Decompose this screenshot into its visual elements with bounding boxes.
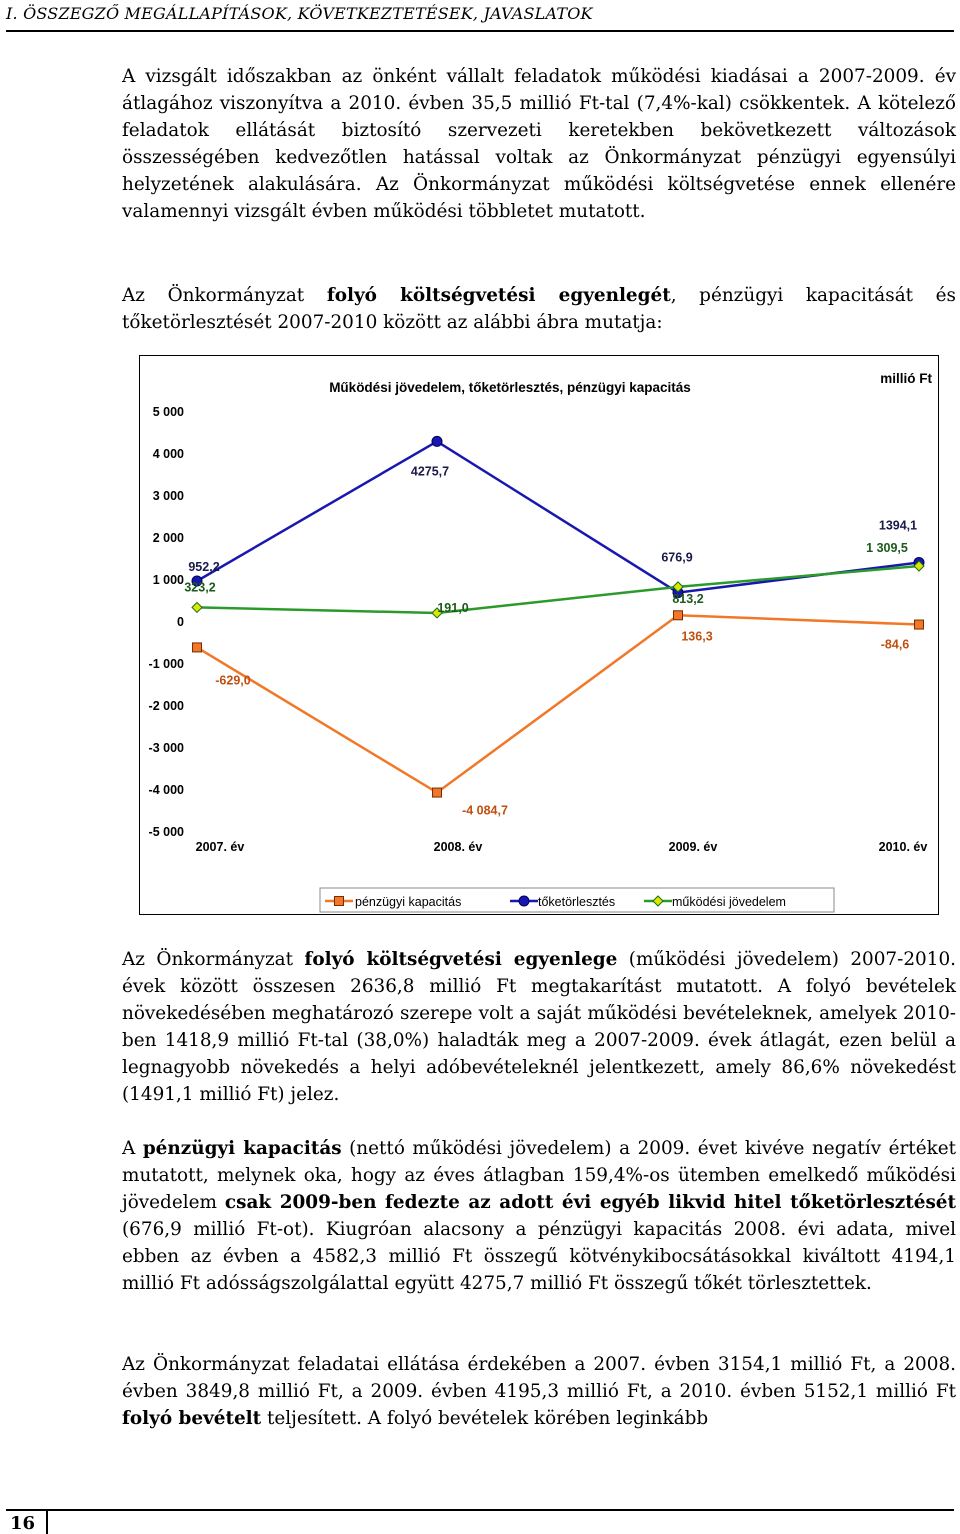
- data-label: 813,2: [672, 591, 704, 606]
- series-layer: [192, 436, 924, 797]
- paragraph-4-mid: (nettó működési jövedelem) a 2009. évet kivéve negatív értéket mutatott, melynek oka, hogy az éves átlagban 159,4%-os ütemben emelkedő működési jövedelem: [122, 1138, 956, 1214]
- chart-legend: [320, 888, 834, 912]
- paragraph-2-bold: folyó költségvetési egyenlegét: [326, 285, 671, 306]
- pénzügyi-kapacitás-point: [433, 788, 442, 797]
- paragraph-2-pre: Az Önkormányzat: [122, 285, 327, 306]
- paragraph-2: [122, 282, 956, 336]
- chart-unit-label: millió Ft: [880, 371, 932, 386]
- paragraph-4-pre: A: [122, 1138, 143, 1159]
- legend-label: pénzügyi kapacitás: [355, 895, 462, 909]
- y-tick-label: 2 000: [152, 531, 184, 545]
- page-number: 16: [10, 1513, 36, 1534]
- pénzügyi-kapacitás-point: [335, 897, 344, 906]
- paragraph-5-bold: folyó bevételt: [122, 1408, 262, 1430]
- chart-title: Működési jövedelem, tőketörlesztés, pénzügyi kapacitás: [329, 380, 691, 395]
- y-tick-label: 1 000: [152, 573, 184, 587]
- data-label: 676,9: [661, 550, 693, 565]
- paragraph-5-pre: Az Önkormányzat feladatai ellátása érdekében a 2007. évben 3154,1 millió Ft, a 2008. évben 3849,8 millió Ft, a 2009. évben 4195,3 millió Ft, a 2010. évben 5152,1 millió Ft: [122, 1354, 956, 1403]
- data-label: 136,3: [681, 629, 713, 644]
- y-tick-label: -3 000: [148, 741, 184, 755]
- x-tick-label: 2010. év: [878, 840, 928, 854]
- footer-rule: [6, 1509, 954, 1511]
- x-tick-label: 2008. év: [433, 840, 483, 854]
- x-axis-ticks: [196, 840, 928, 854]
- paragraph-4-post: (676,9 millió Ft-ot). Kiugróan alacsony a pénzügyi kapacitás 2008. évi adata, mivel ebben az évben a 4582,3 millió Ft összegű kötvénykibocsátásokkal kiváltott 4194,1 millió Ft adósságszolgálattal együtt 4275,7 millió Ft összegű tőkét törlesztettek.: [122, 1219, 956, 1295]
- paragraph-3-post: (működési jövedelem) 2007-2010. évek között összesen 2636,8 millió Ft megtakarítást mutatott. A folyó bevételek növekedésében meghatározó szerepe volt a saját működési bevételeknek, amelyek 2010-ben 1418,9 millió Ft-tal (38,0%) haladták meg a 2007-2009. évek átlagát, ezen belül a legnagyobb növekedés a helyi adóbevételeknél jelentkezett, amely 86,6% növekedést (1491,1 millió Ft) jelez.: [122, 949, 956, 1106]
- data-label: 952,2: [188, 560, 220, 575]
- paragraph-3: [122, 946, 956, 1109]
- paragraph-1: A vizsgált időszakban az önként vállalt feladatok működési kiadásai a 2007-2009. év átlagához viszonyítva a 2010. évben 35,5 millió Ft-tal (7,4%-kal) csökkentek. A kötelező feladatok ellátását biztosító szervezeti keretekben bekövetkezett változások összességében kedvezőtlen hatással voltak az Önkormányzat pénzügyi egyensúlyi helyzetének alakulására. Az Önkormányzat működési költségvetése ennek ellenére valamennyi vizsgált évben működési többletet mutatott.: [122, 66, 956, 223]
- y-tick-label: -4 000: [148, 783, 184, 797]
- data-label: -4 084,7: [462, 803, 508, 818]
- series-line-0: [197, 615, 919, 792]
- y-tick-label: -2 000: [148, 699, 184, 713]
- működési-jövedelem-point: [192, 602, 202, 612]
- data-labels: [184, 464, 917, 817]
- tőketörlesztés-point: [519, 896, 529, 906]
- legend-label: tőketörlesztés: [538, 895, 616, 909]
- paragraph-4: [122, 1135, 956, 1298]
- y-tick-label: 3 000: [152, 489, 184, 503]
- paragraph-4-bold-2: csak 2009-ben fedezte az adott évi egyéb likvid hitel tőketörlesztését: [224, 1192, 956, 1214]
- paragraph-3-pre: Az Önkormányzat: [122, 949, 305, 970]
- data-label: 323,2: [184, 580, 216, 595]
- line-chart: [140, 356, 938, 914]
- y-axis-ticks: [149, 405, 185, 839]
- y-tick-label: 4 000: [152, 447, 184, 461]
- paragraph-4-bold-1: pénzügyi kapacitás: [142, 1138, 342, 1159]
- y-tick-label: 0: [177, 615, 184, 629]
- x-tick-label: 2009. év: [668, 840, 718, 854]
- y-tick-label: -5 000: [148, 825, 184, 839]
- pénzügyi-kapacitás-point: [193, 643, 202, 652]
- series-line-2: [197, 566, 919, 613]
- paragraph-2-post: , pénzügyi kapacitását és tőketörlesztését 2007-2010 között az alábbi ábra mutatja:: [122, 285, 956, 334]
- paragraph-5: [122, 1351, 956, 1432]
- paragraph-3-bold: folyó költségvetési egyenlege: [304, 949, 618, 970]
- data-label: 1394,1: [878, 518, 918, 533]
- chart-container: [139, 355, 939, 915]
- series-line-1: [197, 441, 919, 592]
- x-tick-label: 2007. év: [195, 840, 245, 854]
- data-label: 1 309,5: [866, 541, 908, 556]
- page-header-title: I. ÖSSZEGZŐ MEGÁLLAPÍTÁSOK, KÖVETKEZTETÉSEK, JAVASLATOK: [6, 4, 593, 23]
- tőketörlesztés-point: [432, 436, 442, 446]
- y-tick-label: 5 000: [152, 405, 184, 419]
- y-tick-label: -1 000: [148, 657, 184, 671]
- data-label: -629,0: [215, 673, 251, 688]
- pénzügyi-kapacitás-point: [674, 611, 683, 620]
- pénzügyi-kapacitás-point: [915, 620, 924, 629]
- paragraph-5-post: teljesített. A folyó bevételek körében leginkább: [261, 1408, 709, 1430]
- data-label: 191,0: [437, 600, 469, 615]
- page-number-divider: [46, 1511, 48, 1534]
- data-label: -84,6: [880, 637, 910, 652]
- legend-label: működési jövedelem: [672, 895, 786, 909]
- header-rule: [6, 30, 954, 32]
- data-label: 4275,7: [410, 464, 450, 479]
